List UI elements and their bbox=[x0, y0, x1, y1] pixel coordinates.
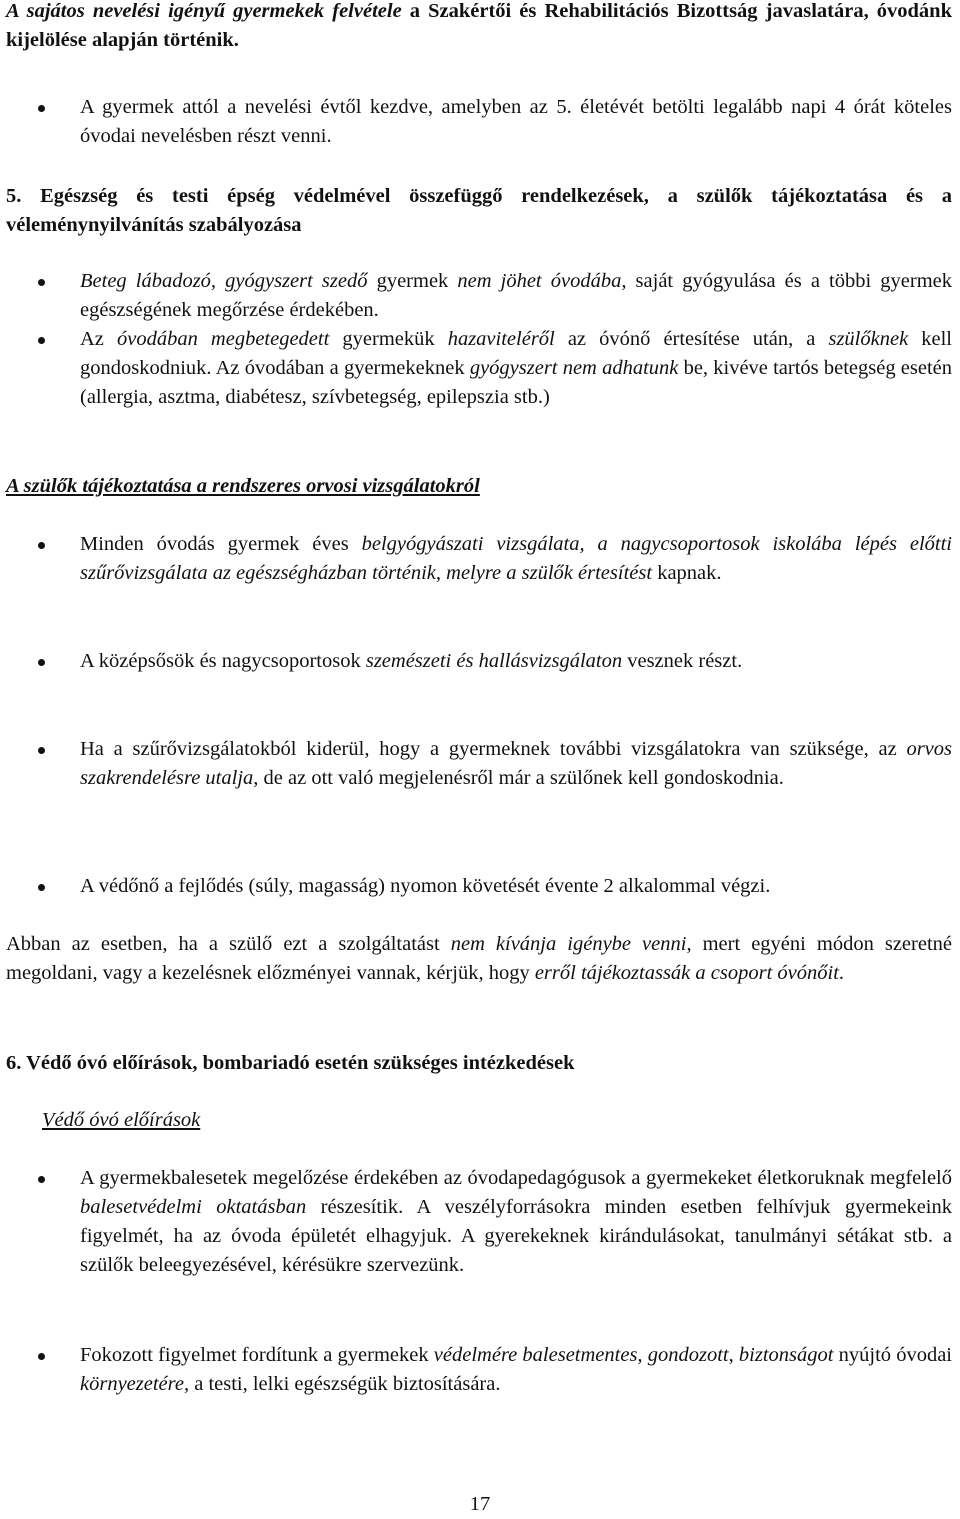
bullet-medical-4 bbox=[0, 872, 952, 901]
intro-paragraph bbox=[6, 0, 952, 55]
bullet-icon bbox=[38, 337, 45, 344]
bullet-list-section5 bbox=[0, 267, 952, 412]
bullet-icon bbox=[38, 747, 45, 754]
intro-text: a Szakértői és Rehabilitációs Bizottság javaslatára, óvodánk kijelölése alapján történik. bbox=[6, 0, 952, 51]
bullet-medical-2 bbox=[0, 647, 952, 676]
bullet-medical-3 bbox=[0, 735, 952, 793]
bullet-icon bbox=[38, 279, 45, 286]
section-5-heading: 5. Egészség és testi épség védelmével összefüggő rendelkezések, a szülők tájékoztatása és a véleménynyilvánítás szabályozása bbox=[6, 185, 952, 236]
list-item: A gyermekbalesetek megelőzése érdekében az óvodapedagógusok a gyermekeket életkoruknak megfelelő balesetvédelmi oktatásban részesítik. A veszélyforrásokra minden esetben felhívjuk gyermekeink figyelmét, ha az óvoda épületét elhagyjuk. A gyerekeknek kirándulásokat, tanulmányi sétákat stb. a szülők beleegyezésével, kérésükre szervezünk. bbox=[0, 1164, 952, 1280]
subheading-medical: A szülők tájékoztatása a rendszeres orvosi vizsgálatokról bbox=[6, 475, 480, 497]
list-item: A gyermek attól a nevelési évtől kezdve, amelyben az 5. életévét betölti legalább napi 4 órát köteles óvodai nevelésben részt venni. bbox=[0, 93, 952, 151]
paragraph-abban: Abban az esetben, ha a szülő ezt a szolgáltatást nem kívánja igénybe venni, mert egyéni módon szeretné megoldani, vagy a kezelésnek előzményei vannak, kérjük, hogy erről tájékoztassák a csoport óvónőit. bbox=[6, 933, 952, 984]
bullet-medical-1 bbox=[0, 530, 952, 588]
bullet-icon bbox=[38, 1176, 45, 1183]
bullet-list-top bbox=[0, 93, 952, 151]
list-item: Beteg lábadozó, gyógyszert szedő gyermek nem jöhet óvodába, saját gyógyulása és a többi gyermek egészségének megőrzése érdekében. bbox=[0, 267, 952, 325]
list-item: Minden óvodás gyermek éves belgyógyászati vizsgálata, a nagycsoportosok iskolába lépés előtti szűrővizsgálata az egészségházban történik, melyre a szülők értesítést kapnak. bbox=[0, 530, 952, 588]
bullet-icon bbox=[38, 659, 45, 666]
bullet-protective-1 bbox=[0, 1164, 952, 1280]
list-item: Fokozott figyelmet fordítunk a gyermekek védelmére balesetmentes, gondozott, biztonságot nyújtó óvodai környezetére, a testi, lelki egészségük biztosítására. bbox=[0, 1341, 952, 1399]
bullet-icon bbox=[38, 1353, 45, 1360]
list-item: Az óvodában megbetegedett gyermekük hazaviteléről az óvónő értesítése után, a szülőknek kell gondoskodniuk. Az óvodában a gyermekeknek gyógyszert nem adhatunk be, kivéve tartós betegség esetén (allergia, asztma, diabétesz, szívbetegség, epilepszia stb.) bbox=[0, 325, 952, 412]
list-item: A védőnő a fejlődés (súly, magasság) nyomon követését évente 2 alkalommal végzi. bbox=[0, 872, 952, 901]
subheading-protective: Védő óvó előírások bbox=[42, 1109, 201, 1131]
section-6-heading: 6. Védő óvó előírások, bombariadó esetén szükséges intézkedések bbox=[6, 1052, 575, 1074]
bullet-icon bbox=[38, 105, 45, 112]
page-number: 17 bbox=[469, 1493, 491, 1515]
bullet-protective-2 bbox=[0, 1341, 952, 1399]
bullet-icon bbox=[38, 884, 45, 891]
list-item: A középsősök és nagycsoportosok szemészeti és hallásvizsgálaton vesznek részt. bbox=[0, 647, 952, 676]
bullet-icon bbox=[38, 542, 45, 549]
list-item: Ha a szűrővizsgálatokból kiderül, hogy a gyermeknek további vizsgálatokra van szüksége, az orvos szakrendelésre utalja, de az ott való megjelenésről már a szülőnek kell gondoskodnia. bbox=[0, 735, 952, 793]
intro-emphasis: A sajátos nevelési igényű gyermekek felvétele bbox=[6, 0, 402, 22]
